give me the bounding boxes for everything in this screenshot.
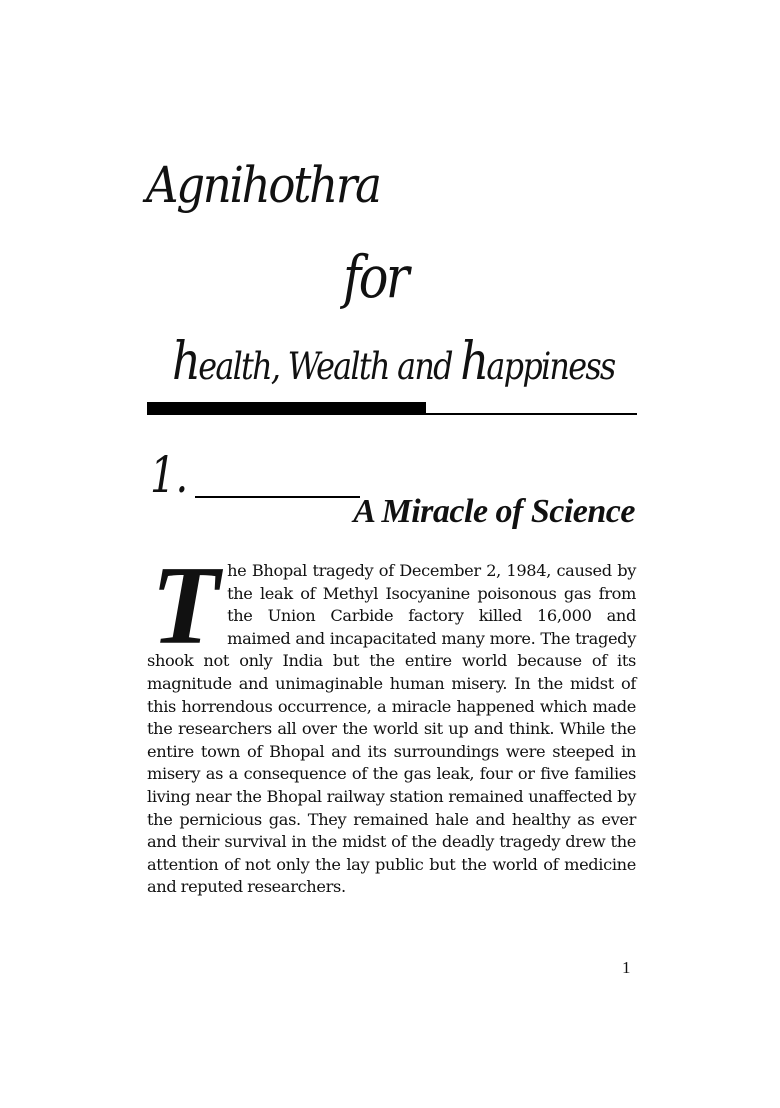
title-rule-thick — [147, 402, 426, 415]
chapter-number: 1. — [150, 446, 189, 504]
page-number: 1 — [622, 958, 631, 977]
chapter-rule — [195, 496, 360, 498]
title-text-2: appiness — [486, 345, 615, 388]
book-title-line-3 — [172, 332, 615, 392]
book-title-line-1: Agnihothra — [146, 156, 380, 214]
body-paragraph — [147, 544, 636, 899]
title-text-1: ealth, Wealth and — [198, 345, 461, 388]
paragraph-text: he Bhopal tragedy of December 2, 1984, caused by the leak of Methyl Isocyanine poisonous gas from the Union Carbide factory killed 16,000 and maimed and incapacitated many more. The tragedy shook not only India but the entire world because of its magnitude and unimaginable human misery. In the midst of this horrendous occurrence, a miracle happened which made the researchers all over the world sit up and think. While the entire town of Bhopal and its surroundings were steeped in misery as a consequence of the gas leak, four or five families living near the Bhopal railway station remained unaffected by the pernicious gas. They remained hale and healthy as ever and their survival in the midst of the deadly tragedy drew the attention of not only the lay public but the world of medicine and reputed researchers. — [147, 561, 636, 897]
book-title-line-2: for — [343, 243, 407, 311]
title-initial-h-2: h — [460, 332, 487, 392]
chapter-title: A Miracle of Science — [353, 493, 635, 530]
title-initial-h-1: h — [172, 332, 199, 392]
title-rule-thin — [425, 413, 637, 415]
drop-cap: T — [151, 544, 220, 668]
